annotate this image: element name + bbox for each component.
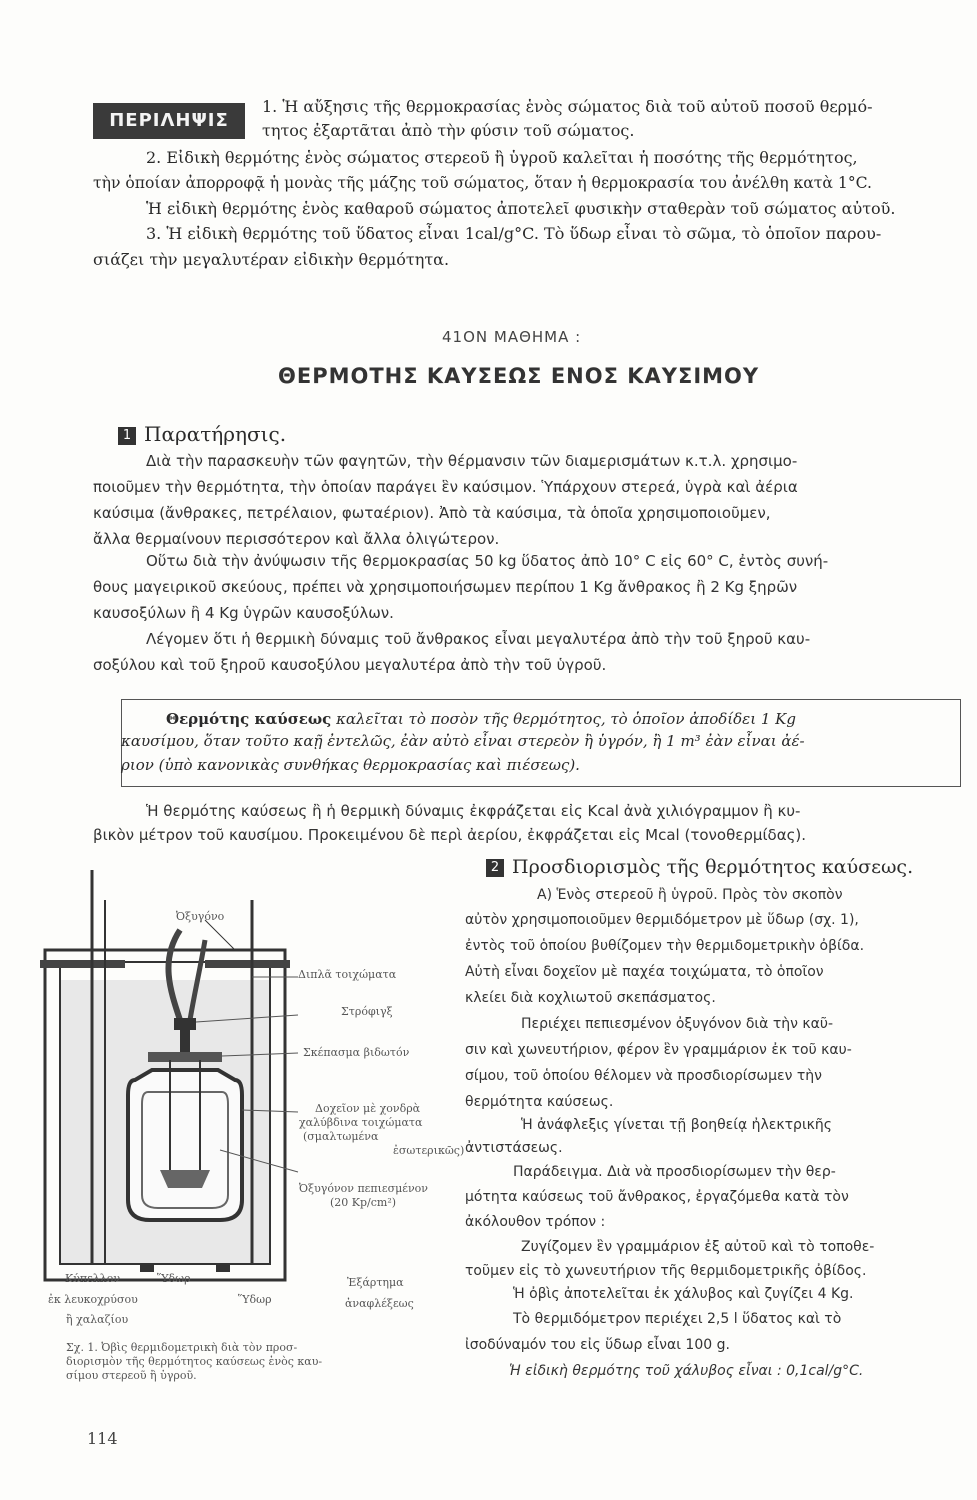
section2-heading: [486, 856, 913, 878]
figure-label-oxygen: Ὀξυγόνο: [176, 910, 225, 923]
section1-heading: [118, 422, 286, 446]
section2-line: ἰσοδύναμόν του εἰς ὕδωρ εἶναι 100 g.: [465, 1337, 730, 1353]
figure-label-double-walls: Διπλᾶ τοιχώματα: [298, 968, 397, 981]
section1-number: 1: [118, 427, 136, 445]
figure-label-cup: ἐκ λευκοχρύσου: [48, 1293, 138, 1306]
section2-line: τοῦμεν εἰς τὸ χωνευτήριον τῆς θερμιδομετρικῆς ὀβίδος.: [465, 1263, 867, 1279]
page-number: 114: [87, 1429, 118, 1448]
summary-badge: ΠΕΡΙΛΗΨΙΣ: [93, 103, 245, 139]
figure-label-vessel: (σμαλτωμένα: [303, 1130, 379, 1143]
section2-line: θερμότητα καύσεως.: [465, 1094, 614, 1110]
section2-heading-text: Προσδιορισμὸς τῆς θερμότητος καύσεως.: [512, 856, 914, 878]
section1-line: καυσοξύλων ἢ 4 Kg ὑγρῶν καυσοξύλων.: [93, 604, 394, 622]
summary-p3-line2: σιάζει τὴν μεγαλυτέραν εἰδικὴν θερμότητα.: [93, 250, 450, 269]
after-def-line2: βικὸν μέτρον τοῦ καυσίμου. Προκειμένου δὲ περὶ ἀερίου, ἐκφράζεται εἰς Mcal (τονοθερμίδας).: [93, 826, 807, 844]
section2-line: Παράδειγμα. Διὰ νὰ προσδιορίσωμεν τὴν θερ-: [513, 1164, 836, 1180]
figure-label-cup: ἢ χαλαζίου: [66, 1313, 129, 1326]
figure-label-valve: Στρόφιγξ: [341, 1005, 393, 1018]
section2-line: ἀκόλουθον τρόπον :: [465, 1214, 606, 1230]
figure-label-vessel: Δοχεῖον μὲ χονδρὰ: [315, 1102, 421, 1115]
definition-line3: ριον (ὑπὸ κανονικὰς συνθήκας θερμοκρασίας καὶ πιέσεως).: [121, 756, 580, 774]
summary-p2-line3: Ἡ εἰδικὴ θερμότης ἑνὸς καθαροῦ σώματος ἀποτελεῖ φυσικὴν σταθερὰν τοῦ σώματος αὐτοῦ.: [146, 199, 896, 218]
summary-p2-line1: 2. Εἰδικὴ θερμότης ἑνὸς σώματος στερεοῦ ἢ ὑγροῦ καλεῖται ἡ ποσότης τῆς θερμότητος,: [146, 148, 858, 167]
section2-line: Ἡ ὀβὶς ἀποτελεῖται ἐκ χάλυβος καὶ ζυγίζει 4 Kg.: [513, 1286, 854, 1302]
section2-number: 2: [486, 859, 504, 877]
section2-line: μότητα καύσεως τοῦ ἄνθρακος, ἐργαζόμεθα κατὰ τὸν: [465, 1189, 849, 1205]
section1-line: καύσιμα (ἄνθρακες, πετρέλαιον, φωταέριον). Ἀπὸ τὰ καύσιμα, τὰ ὁποῖα χρησιμοποιοῦμεν,: [93, 504, 771, 522]
section2-line: Περιέχει πεπιεσμένον ὀξυγόνον διὰ τὴν καῦ-: [521, 1016, 834, 1032]
section2-line: κλείει διὰ κοχλιωτοῦ σκεπάσματος.: [465, 990, 716, 1006]
figure-caption: Σχ. 1. Ὀβὶς θερμιδομετρικὴ διὰ τὸν προσ-: [66, 1341, 298, 1354]
definition-text1: καλεῖται τὸ ποσὸν τῆς θερμότητος, τὸ ὁποῖον ἀποδίδει 1 Kg: [336, 710, 796, 728]
figure-label-screw-lid: Σκέπασμα βιδωτόν: [303, 1046, 410, 1059]
section2-line: Τὸ θερμιδόμετρον περιέχει 2,5 l ὕδατος καὶ τὸ: [513, 1311, 842, 1327]
summary-p2-line2: τὴν ὁποίαν ἀπορροφᾷ ἡ μονὰς τῆς μάζης τοῦ σώματος, ὅταν ἡ θερμοκρασία του ἀνέλθη κατὰ 1°C.: [93, 174, 872, 192]
section1-line: θους μαγειρικοῦ σκεύους, πρέπει νὰ χρησιμοποιήσωμεν περίπου 1 Kg ἄνθρακος ἢ 2 Kg ξηρῶν: [93, 578, 798, 596]
section1-line: ἄλλα θερμαίνουν περισσότερον καὶ ἄλλα ὀλιγώτερον.: [93, 530, 500, 548]
section1-line: σοξύλου καὶ τοῦ ξηροῦ καυσοξύλου μεγαλυτέρα ἀπὸ τὴν τοῦ ὑγροῦ.: [93, 656, 607, 674]
calorimeter-figure: [30, 870, 300, 1290]
figure-caption: σίμου στερεοῦ ἢ ὑγροῦ.: [66, 1369, 197, 1382]
figure-caption: διορισμὸν τῆς θερμότητος καύσεως ἑνὸς καυ-: [66, 1355, 323, 1368]
summary-p1-line1: 1. Ἡ αὔξησις τῆς θερμοκρασίας ἑνὸς σώματος διὰ τοῦ αὐτοῦ ποσοῦ θερμό-: [262, 97, 873, 116]
section1-line: Λέγομεν ὅτι ἡ θερμικὴ δύναμις τοῦ ἄνθρακος εἶναι μεγαλυτέρα ἀπὸ τὴν τοῦ ξηροῦ καυ-: [146, 630, 811, 648]
summary-p3-line1: 3. Ἡ εἰδικὴ θερμότης τοῦ ὕδατος εἶναι 1cal/g°C. Τὸ ὕδωρ εἶναι τὸ σῶμα, τὸ ὁποῖον παρου-: [146, 224, 882, 243]
lesson-title: ΘΕΡΜΟΤΗΣ ΚΑΥΣΕΩΣ ΕΝΟΣ ΚΑΥΣΙΜΟΥ: [278, 364, 760, 388]
summary-p1-line2: τητος ἐξαρτᾶται ἀπὸ τὴν φύσιν τοῦ σώματος.: [262, 121, 635, 140]
figure-label-water: Ὕδωρ: [238, 1293, 272, 1306]
figure-label-pressurized-oxygen: (20 Kp/cm²): [330, 1196, 397, 1209]
definition-line1: [166, 708, 796, 730]
section1-heading-text: Παρατήρησις.: [144, 422, 287, 446]
section2-line: Ἡ ἀνάφλεξις γίνεται τῇ βοηθείᾳ ἠλεκτρικῆς: [521, 1117, 833, 1133]
figure-label-water: Ὕδωρ: [157, 1272, 191, 1285]
figure-label-vessel: χαλύβδινα τοιχώματα: [299, 1116, 423, 1129]
section2-line: Αὐτὴ εἶναι δοχεῖον μὲ παχέα τοιχώματα, τὸ ὁποῖον: [465, 964, 824, 980]
figure-label-ignition: ἀναφλέξεως: [345, 1297, 414, 1310]
section2-line: ἐντὸς τοῦ ὁποίου βυθίζομεν τὴν θερμιδομετρικὴν ὀβίδα.: [465, 938, 865, 954]
after-def-line1: Ἡ θερμότης καύσεως ἢ ἡ θερμικὴ δύναμις ἐκφράζεται εἰς Kcal ἀνὰ χιλιόγραμμον ἢ κυ-: [146, 802, 801, 820]
figure-label-pressurized-oxygen: Ὀξυγόνον πεπιεσμένον: [299, 1182, 428, 1195]
section2-line: σίμου, τοῦ ὁποίου θέλομεν νὰ προσδιορίσωμεν τὴν: [465, 1068, 822, 1084]
section1-line: Οὕτω διὰ τὴν ἀνύψωσιν τῆς θερμοκρασίας 50 kg ὕδατος ἀπὸ 10° C εἰς 60° C, ἐντὸς συνή-: [146, 552, 829, 570]
section2-line: αὐτὸν χρησιμοποιοῦμεν θερμιδόμετρον μὲ ὕδωρ (σχ. 1),: [465, 912, 859, 928]
section2-line: Ἡ εἰδικὴ θερμότης τοῦ χάλυβος εἶναι : 0,1cal/g°C.: [509, 1363, 864, 1379]
section2-line: ἀντιστάσεως.: [465, 1140, 563, 1156]
section1-line: Διὰ τὴν παρασκευὴν τῶν φαγητῶν, τὴν θέρμανσιν τῶν διαμερισμάτων κ.τ.λ. χρησιμο-: [146, 452, 798, 470]
section2-line: σιν καὶ χωνευτήριον, φέρον ἓν γραμμάριον ἐκ τοῦ καυ-: [465, 1042, 852, 1058]
figure-label-vessel: ἐσωτερικῶς): [393, 1144, 465, 1157]
lesson-label: 41ΟΝ ΜΑΘΗΜΑ :: [442, 328, 582, 346]
definition-line2: καυσίμου, ὅταν τοῦτο καῇ ἐντελῶς, ἐὰν αὐτὸ εἶναι στερεὸν ἢ ὑγρόν, ἢ 1 m³ ἐὰν εἶναι ἀέ-: [121, 732, 805, 750]
definition-term: Θερμότης καύσεως: [166, 710, 332, 728]
figure-label-ignition: Ἐξάρτημα: [347, 1276, 404, 1289]
section1-line: ποιοῦμεν τὴν θερμότητα, τὴν ὁποίαν παράγει ἓν καύσιμον. Ὑπάρχουν στερεά, ὑγρὰ καὶ ἀέρια: [93, 478, 798, 496]
section2-line: Α) Ἑνὸς στερεοῦ ἢ ὑγροῦ. Πρὸς τὸν σκοπὸν: [537, 887, 843, 903]
section2-line: Ζυγίζομεν ἓν γραμμάριον ἐξ αὐτοῦ καὶ τὸ τοποθε-: [521, 1239, 875, 1255]
figure-label-cup: Κύπελλον: [65, 1272, 121, 1285]
